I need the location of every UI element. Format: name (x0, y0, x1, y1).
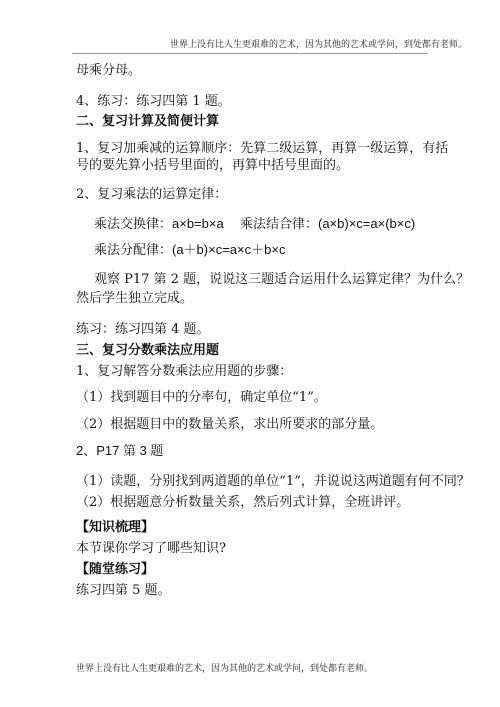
text-line: 练习：练习四第 4 题。 (76, 322, 210, 337)
text-line: 然后学生独立完成。 (76, 291, 194, 306)
text-line: 2、P17 第 3 题 (76, 443, 164, 458)
text-line: 母乘分母。 (76, 63, 142, 78)
formula-associative: 乘法结合律：(a×b)×c=a×(b×c) (240, 216, 416, 231)
text-line: 号的要先算小括号里面的，再算中括号里面的。 (76, 158, 350, 173)
section-heading: 【知识梳理】 (76, 520, 155, 535)
text-line: （1）找到题目中的分率句，确定单位“1”。 (76, 390, 327, 405)
text-line: 2、复习乘法的运算定律： (76, 187, 228, 202)
page-header: 世界上没有比人生更艰难的艺术，因为其他的艺术或学问，到处都有老师。 (170, 40, 468, 50)
page-footer: 世界上没有比人生更艰难的艺术，因为其他的艺术或学问，到处都有老师。 (76, 664, 374, 674)
section-heading: 【随堂练习】 (76, 562, 155, 577)
header-rule (72, 53, 428, 54)
text-line: 1、复习加乘减的运算顺序：先算二级运算，再算一级运算，有括 (76, 141, 449, 156)
text-line: 观察 P17 第 2 题，说说这三题适合运用什么运算定律？为什么？ (94, 272, 470, 287)
text-line: 本节课你学习了哪些知识? (76, 541, 226, 556)
formula-distributive: 乘法分配律：(a＋b)×c=a×c＋b×c (94, 242, 286, 257)
text-line: （2）根据题目中的数量关系，求出所要求的部分量。 (76, 417, 384, 432)
text-line: 1、复习解答分数乘法应用题的步骤： (76, 364, 293, 379)
text-line: 4、练习：练习四第 1 题。 (76, 94, 231, 109)
text-line: （1）读题，分别找到两道题的单位“1”，并说说这两道题有何不同？ (76, 474, 470, 489)
section-heading: 二、复习计算及简便计算 (76, 114, 220, 129)
text-line: 练习四第 5 题。 (76, 583, 171, 598)
section-heading: 三、复习分数乘法应用题 (76, 343, 220, 358)
text-line: （2）根据题意分析数量关系，然后列式计算，全班讲评。 (76, 495, 410, 510)
formula-commutative: 乘法交换律：a×b=b×a (94, 216, 224, 231)
